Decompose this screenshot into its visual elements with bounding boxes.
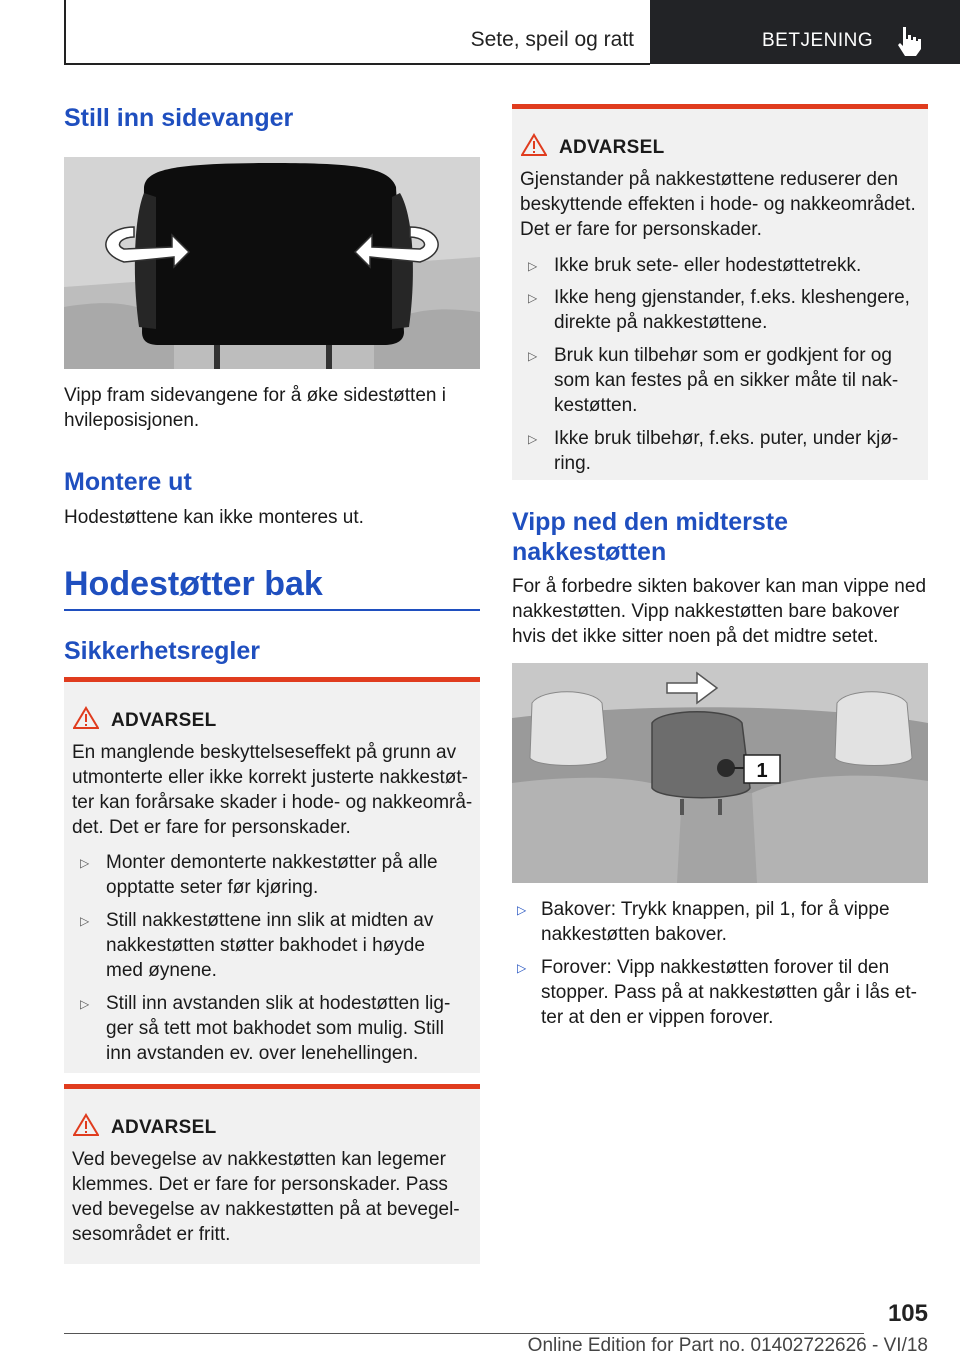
bullet-triangle-icon: ▷ bbox=[528, 432, 538, 446]
warning-title: ADVARSEL bbox=[559, 137, 665, 158]
heading-vipp-ned-line1: Vipp ned den midterste bbox=[512, 508, 788, 536]
bullet-triangle-icon: ▷ bbox=[80, 856, 90, 870]
bullet-triangle-icon: ▷ bbox=[80, 914, 90, 928]
bullet-text-line: inn avstanden ev. over lenehellingen. bbox=[106, 1043, 419, 1064]
bullet-text-line: med øynene. bbox=[106, 960, 217, 981]
warning-text-line: det. Det er fare for personskader. bbox=[72, 817, 351, 838]
warning-text-line: klemmes. Det er fare for personskader. Pass bbox=[72, 1174, 448, 1195]
warning-box-3 bbox=[512, 104, 928, 480]
pointing-hand-icon bbox=[896, 25, 922, 57]
warning-text-line: Ved bevegelse av nakkestøtten kan legemer bbox=[72, 1149, 446, 1170]
warning-text-line: sesområdet er fritt. bbox=[72, 1224, 231, 1245]
bullet-text-line: Forover: Vipp nakkestøtten forover til den bbox=[541, 957, 890, 978]
warning-text-line: En manglende beskyttelseseffekt på grunn av bbox=[72, 742, 457, 763]
bullet-text-line: opptatte seter før kjøring. bbox=[106, 877, 319, 898]
bullet-text-line: Bruk kun tilbehør som er godkjent for og bbox=[554, 345, 892, 366]
paragraph-montere-ut: Hodestøttene kan ikke monteres ut. bbox=[64, 507, 364, 528]
paragraph-sidevanger-1: Vipp fram sidevangene for å øke sidestøtten i bbox=[64, 385, 446, 406]
headrest-side-wings-illustration bbox=[64, 157, 480, 369]
heading-hodestotter-bak: Hodestøtter bak bbox=[64, 565, 323, 603]
bullet-triangle-icon: ▷ bbox=[528, 291, 538, 305]
paragraph-sidevanger-2: hvileposisjonen. bbox=[64, 410, 200, 431]
bullet-triangle-icon: ▷ bbox=[528, 259, 538, 273]
warning-triangle-icon bbox=[73, 1113, 99, 1137]
bullet-text-line: kestøtten. bbox=[554, 395, 638, 416]
bullet-triangle-icon: ▷ bbox=[80, 997, 90, 1011]
heading-underline bbox=[64, 609, 480, 611]
bullet-text-line: ring. bbox=[554, 453, 591, 474]
footer-rule bbox=[64, 1333, 864, 1334]
header-rule-vertical bbox=[64, 0, 66, 64]
header-chapter-title: BETJENING bbox=[762, 30, 874, 51]
warning-text-line: utmonterte eller ikke korrekt justerte nakkestøt- bbox=[72, 767, 468, 788]
warning-triangle-icon bbox=[521, 133, 547, 157]
warning-text-line: Det er fare for personskader. bbox=[520, 219, 762, 240]
bullet-triangle-icon: ▷ bbox=[517, 903, 527, 917]
warning-text-line: beskyttende effekten i hode- og nakkeområdet. bbox=[520, 194, 916, 215]
paragraph-vipp-line: nakkestøtten. Vipp nakkestøtten bare bakover bbox=[512, 601, 900, 622]
bullet-text-line: Monter demonterte nakkestøtter på alle bbox=[106, 852, 438, 873]
heading-montere-ut: Montere ut bbox=[64, 468, 192, 496]
heading-sikkerhetsregler: Sikkerhetsregler bbox=[64, 637, 260, 665]
bullet-text-line: direkte på nakkestøttene. bbox=[554, 312, 768, 333]
heading-still-inn-sidevanger: Still inn sidevanger bbox=[64, 104, 294, 132]
header-section-title: Sete, speil og ratt bbox=[470, 28, 634, 51]
paragraph-vipp-line: hvis det ikke sitter noen på det midtre setet. bbox=[512, 626, 879, 647]
bullet-triangle-icon: ▷ bbox=[528, 349, 538, 363]
warning-text-line: Gjenstander på nakkestøttene reduserer den bbox=[520, 169, 899, 190]
bullet-text-line: Ikke heng gjenstander, f.eks. kleshengere, bbox=[554, 287, 910, 308]
bullet-text-line: Still inn avstanden slik at hodestøtten lig- bbox=[106, 993, 451, 1014]
paragraph-vipp-line: For å forbedre sikten bakover kan man vippe ned bbox=[512, 576, 927, 597]
bullet-text-line: Bakover: Trykk knappen, pil 1, for å vippe bbox=[541, 899, 890, 920]
bullet-text-line: nakkestøtten bakover. bbox=[541, 924, 727, 945]
bullet-text-line: stopper. Pass på at nakkestøtten går i lås et- bbox=[541, 982, 917, 1003]
bullet-text-line: Ikke bruk sete- eller hodestøttetrekk. bbox=[554, 255, 862, 276]
bullet-text-line: nakkestøtten støtter bakhodet i høyde bbox=[106, 935, 425, 956]
bullet-text-line: Still nakkestøttene inn slik at midten av bbox=[106, 910, 434, 931]
bullet-text-line: ger så tett mot bakhodet som mulig. Still bbox=[106, 1018, 444, 1039]
footer-edition: Online Edition for Part no. 01402722626 - VI/18 bbox=[527, 1335, 928, 1356]
warning-title: ADVARSEL bbox=[111, 710, 217, 731]
bullet-text-line: som kan festes på en sikker måte til nak- bbox=[554, 370, 899, 391]
page-number: 105 bbox=[887, 1300, 928, 1327]
bullet-text-line: Ikke bruk tilbehør, f.eks. puter, under kjø- bbox=[554, 428, 899, 449]
warning-title: ADVARSEL bbox=[111, 1117, 217, 1138]
warning-triangle-icon bbox=[73, 706, 99, 730]
bullet-text-line: ter at den er vippen forover. bbox=[541, 1007, 774, 1028]
header-rule-horizontal bbox=[64, 63, 650, 65]
warning-box-2 bbox=[64, 1084, 480, 1264]
warning-text-line: ter kan forårsake skader i hode- og nakkeområ- bbox=[72, 792, 473, 813]
heading-vipp-ned-line2: nakkestøtten bbox=[512, 538, 667, 566]
callout-number: 1 bbox=[756, 760, 768, 782]
warning-text-line: ved bevegelse av nakkestøtten på at bevegel- bbox=[72, 1199, 460, 1220]
rear-headrest-tilt-illustration bbox=[512, 663, 928, 883]
bullet-triangle-icon: ▷ bbox=[517, 961, 527, 975]
warning-box-1 bbox=[64, 677, 480, 1073]
